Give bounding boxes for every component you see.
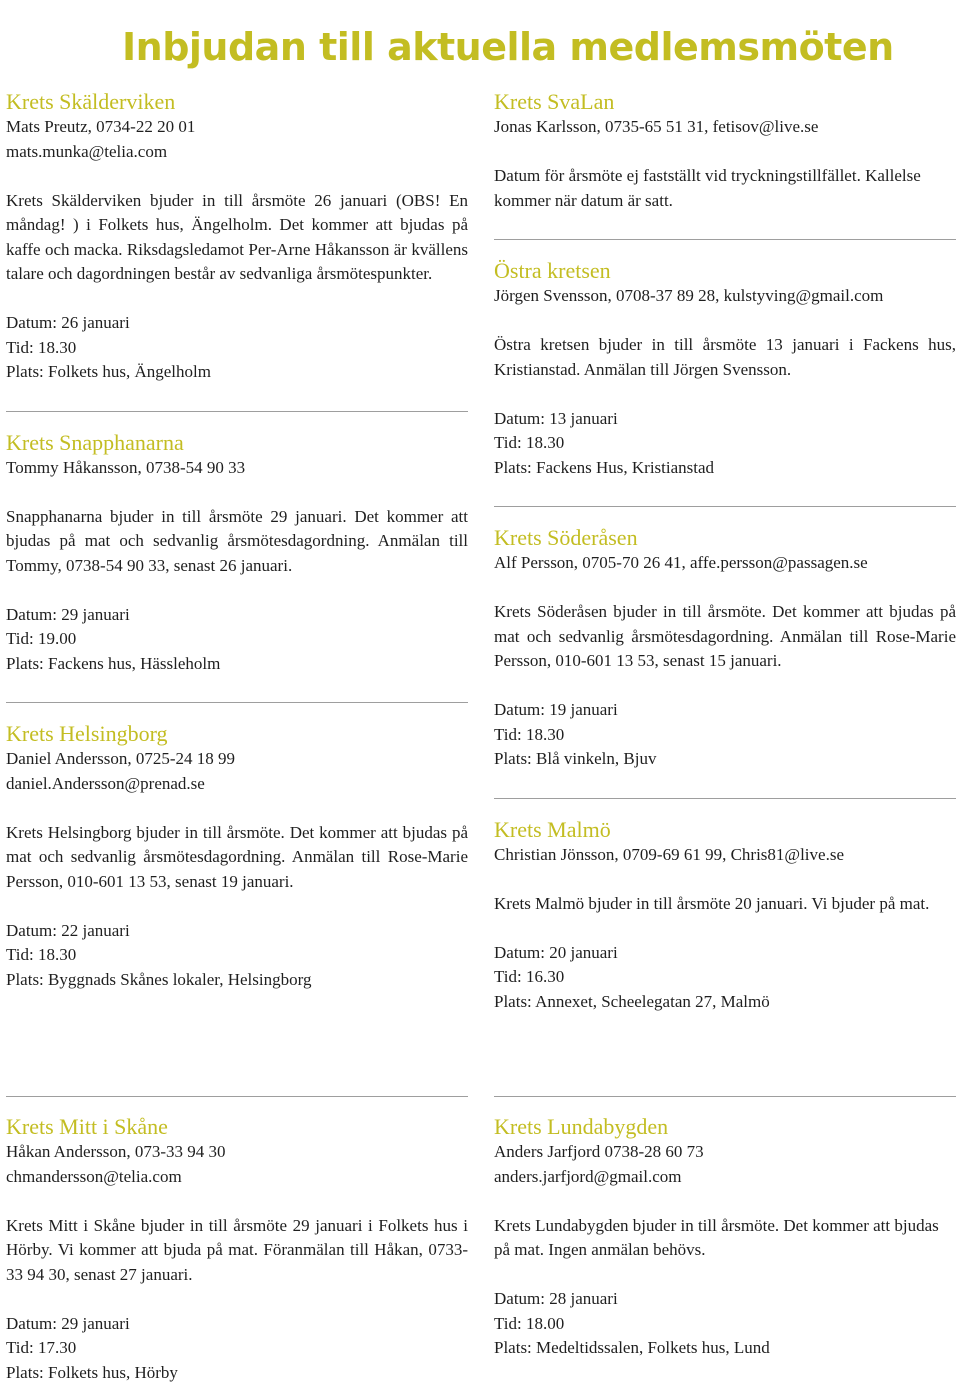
krets-description: Snapphanarna bjuder in till årsmöte 29 januari. Det kommer att bjudas på mat och sedvanlig årsmötesdagordning. Anmälan till Tommy, 0738-54 90 33, senast 26 januari. [6, 506, 468, 575]
krets-skalderviken [6, 88, 468, 385]
contact-line: Tommy Håkansson, 0738-54 90 33 [6, 457, 246, 477]
tid: Tid: 18.30 [6, 945, 77, 964]
bottom-divider-right [494, 1096, 956, 1097]
krets-name: Krets Mitt i Skåne [6, 1114, 168, 1139]
contact-line: Jonas Karlsson, 0735-65 51 31, fetisov@live.se [494, 117, 819, 136]
tid: Tid: 16.30 [494, 967, 565, 986]
contact-email: chmandersson@telia.com [6, 1166, 182, 1186]
krets-lundabygden [494, 1113, 956, 1361]
krets-description: Datum för årsmöte ej fastställt vid tryckningstillfället. Kallelse kommer när datum är satt. [494, 166, 921, 210]
krets-soderasen [494, 506, 956, 772]
plats: Plats: Fackens hus, Hässleholm [6, 653, 221, 673]
krets-details [6, 603, 468, 677]
contact-email: daniel.Andersson@prenad.se [6, 773, 205, 793]
right-column [494, 88, 956, 1014]
krets-contact [6, 115, 468, 164]
contact-email: mats.munka@telia.com [6, 141, 168, 161]
krets-description: Krets Helsingborg bjuder in till årsmöte. Det kommer att bjudas på mat och sedvanlig årsmötesdagordning. Anmälan till Rose-Marie Persson, 010-601 13 53, senast 19 januari. [6, 822, 468, 891]
plats: Plats: Byggnads Skånes lokaler, Helsingborg [6, 969, 312, 989]
plats: Plats: Folkets hus, Ängelholm [6, 362, 211, 381]
tid: Tid: 18.00 [494, 1313, 565, 1333]
krets-details [6, 1312, 468, 1386]
krets-contact [6, 456, 468, 481]
krets-name: Krets Helsingborg [6, 721, 168, 746]
tid: Tid: 19.00 [6, 629, 77, 648]
datum: Datum: 13 januari [494, 408, 618, 428]
krets-contact [494, 284, 956, 309]
krets-details [494, 407, 956, 481]
datum: Datum: 22 januari [6, 920, 130, 940]
krets-svalan [494, 88, 956, 213]
plats: Plats: Blå vinkeln, Bjuv [494, 749, 657, 768]
left-column [6, 88, 468, 992]
krets-name: Krets Söderåsen [494, 525, 638, 550]
contact-email: anders.jarfjord@gmail.com [494, 1166, 682, 1186]
plats: Plats: Medeltidssalen, Folkets hus, Lund [494, 1338, 770, 1357]
tid: Tid: 18.30 [494, 433, 565, 452]
krets-description: Krets Lundabygden bjuder in till årsmöte. Det kommer att bjudas på mat. Ingen anmälan behövs. [494, 1215, 939, 1259]
krets-contact [6, 747, 468, 796]
krets-description: Krets Söderåsen bjuder in till årsmöte. Det kommer att bjudas på mat och sedvanlig årsmötesdagordning. Anmälan till Rose-Marie Persson, 010-601 13 53, senast 15 januari. [494, 602, 956, 670]
contact-line: Alf Persson, 0705-70 26 41, affe.persson@passagen.se [494, 553, 868, 572]
krets-contact [494, 1140, 956, 1189]
krets-contact [494, 843, 956, 868]
krets-name: Krets SvaLan [494, 89, 615, 114]
krets-ostra [494, 239, 956, 480]
tid: Tid: 17.30 [6, 1338, 77, 1357]
tid: Tid: 18.30 [6, 337, 77, 357]
krets-name: Östra kretsen [494, 258, 611, 283]
krets-description: Krets Mitt i Skåne bjuder in till årsmöte 29 januari i Folkets hus i Hörby. Vi kommer att bjuda på mat. Föranmälan till Håkan, 0733-33 94 30, senast 27 januari. [6, 1215, 468, 1284]
krets-description: Krets Skälderviken bjuder in till årsmöte 26 januari (OBS! En måndag! ) i Folkets hus, Ängelholm. Det kommer att bjudas på kaffe och macka. Riksdagsledamot Per-Arne Håkansson är kvällens talare och dagordningen består av sedvanliga årsmötespunkter. [6, 190, 468, 283]
krets-malmo [494, 798, 956, 1015]
krets-contact [6, 1140, 468, 1189]
krets-name: Krets Snapphanarna [6, 429, 184, 455]
plats: Plats: Annexet, Scheelegatan 27, Malmö [494, 991, 770, 1011]
krets-contact [494, 115, 956, 140]
krets-snapphanarna [6, 411, 468, 677]
contact-line: Mats Preutz, 0734-22 20 01 [6, 117, 196, 136]
krets-details [6, 919, 468, 993]
datum: Datum: 29 januari [6, 1313, 130, 1333]
krets-name: Krets Skälderviken [6, 89, 176, 114]
krets-details [494, 941, 956, 1015]
krets-mitt-i-skane [6, 1113, 468, 1385]
datum: Datum: 29 januari [6, 604, 130, 624]
krets-contact [494, 551, 956, 576]
krets-details [494, 698, 956, 772]
tid: Tid: 18.30 [494, 724, 565, 744]
krets-name: Krets Malmö [494, 816, 611, 842]
plats: Plats: Fackens Hus, Kristianstad [494, 457, 715, 477]
krets-description: Krets Malmö bjuder in till årsmöte 20 januari. Vi bjuder på mat. [494, 893, 930, 913]
page-title: Inbjudan till aktuella medlemsmöten [122, 25, 894, 70]
plats: Plats: Folkets hus, Hörby [6, 1362, 178, 1382]
datum: Datum: 26 januari [6, 313, 130, 332]
bottom-left-column [6, 1113, 468, 1385]
krets-details [6, 311, 468, 385]
krets-description: Östra kretsen bjuder in till årsmöte 13 januari i Fackens hus, Kristianstad. Anmälan till Jörgen Svensson. [494, 335, 956, 379]
bottom-divider-left [6, 1096, 468, 1097]
datum: Datum: 20 januari [494, 942, 618, 962]
krets-name: Krets Lundabygden [494, 1114, 669, 1139]
krets-details [494, 1287, 956, 1361]
contact-line: Håkan Andersson, 073-33 94 30 [6, 1142, 226, 1161]
krets-helsingborg [6, 702, 468, 992]
contact-line: Christian Jönsson, 0709-69 61 99, Chris81@live.se [494, 844, 844, 864]
contact-line: Anders Jarfjord 0738-28 60 73 [494, 1142, 704, 1161]
contact-line: Daniel Andersson, 0725-24 18 99 [6, 749, 236, 768]
datum: Datum: 19 januari [494, 700, 618, 719]
bottom-right-column [494, 1113, 956, 1361]
contact-line: Jörgen Svensson, 0708-37 89 28, kulstyving@gmail.com [494, 286, 884, 305]
datum: Datum: 28 januari [494, 1289, 618, 1308]
